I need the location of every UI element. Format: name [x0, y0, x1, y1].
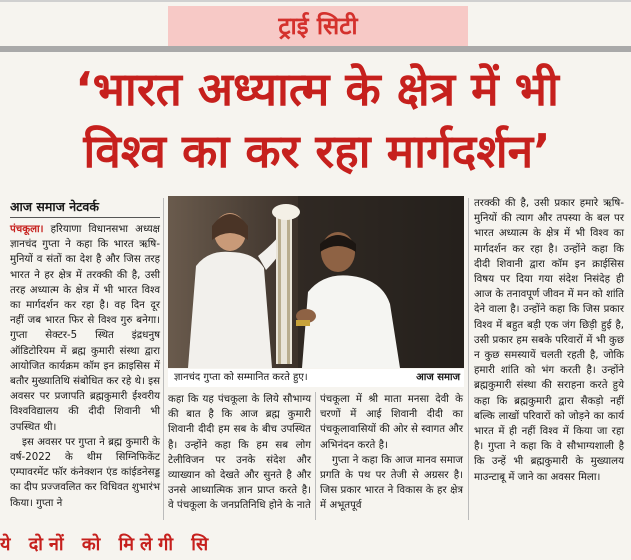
column-separator	[163, 198, 164, 520]
photo-caption: ज्ञानचंद गुप्ता को सम्मानित करते हुए।	[174, 372, 308, 383]
headline-line-1: ‘भारत अध्यात्म के क्षेत्र में भी	[75, 62, 559, 116]
byline: आज समाज नेटवर्क	[10, 199, 99, 214]
article-paragraph-4: पंचकूला में श्री माता मनसा देवी के चरणों में आई शिवानी दीदी का पंचकूलावासियों की ओर से स्वागत और अभिनंदन करते है।	[320, 394, 463, 451]
section-label: ट्राई सिटी	[168, 6, 468, 46]
headline-line-2: विश्व का कर रहा मार्गदर्शन’	[83, 124, 551, 178]
header-rule-bar	[0, 46, 631, 52]
column-separator	[315, 392, 316, 520]
article-paragraph-5: गुप्ता ने कहा कि आज मानव समाज प्रगति के पथ पर तेजी से अग्रसर है। जिस प्रकार भारत ने विकास के हर क्षेत्र में अभूतपूर्व	[320, 454, 463, 512]
dateline: पंचकूला।	[10, 224, 44, 235]
headline	[8, 58, 626, 188]
article-column-3	[320, 392, 463, 522]
byline-rule	[10, 217, 160, 218]
photo-illustration	[168, 196, 464, 368]
top-rule	[0, 0, 631, 2]
article-column-2	[168, 392, 311, 522]
next-headline-fragment: ये दोनों को मिलेगी सि	[0, 534, 215, 555]
article-column-4	[474, 196, 624, 522]
column-separator	[468, 198, 469, 520]
article-paragraph-2: इस अवसर पर गुप्ता ने ब्रह्म कुमारी के वर्ष-2022 के थीम सिग्निफिकेंट एम्पावरमेंट फॉर कंनेक्शन एंड कांईडनेसड्ड का दीप प्रज्जवलित कर विधिवत शुभारंभ किया। गुप्ता ने	[10, 436, 160, 509]
paragraph-text: हरियाणा विधानसभा अध्यक्ष ज्ञानचंद गुप्ता ने कहा कि भारत ऋषि-मुनियों व संतों का देश है और जिस तरह भारत ने हर क्षेत्र में तरक्की की है, उसी तरह अध्यात्म के क्षेत्र में भी भारत विश्व का मार्गदर्शन कर रहा है। वह दिन दूर नहीं जब भारत फिर से विश्व गुरु बनेगा। गुप्ता सेक्टर-5 स्थित इंद्रधनुष ऑडिटोरियम में ब्रह्म कुमारी संस्था द्वारा आयोजित कार्यक्रम कॉम इन क्राइसिस में बतौर मुख्यातिथि संबोधित कर रहे थे। इस अवसर पर प्रजापति ब्रह्मकुमारी ईश्वरीय विश्वविद्यालय की दीदी शिवानी भी उपस्थित थी।	[10, 224, 160, 433]
article-photo	[168, 196, 464, 368]
article-column-1	[10, 222, 160, 522]
article-paragraph-6: तरक्की की है, उसी प्रकार हमारे ऋषि-मुनियों की त्याग और तपस्या के बल पर भारत अध्यात्म के क्षेत्र में भी विश्व का मार्गदर्शन कर रहा है। उन्होंने कहा कि दीदी शिवानी द्वारा कॉम इन क्राईसिस विषय पर दिया गया संदेश निसंदेह ही आज के तनावपूर्ण जीवन में मन को शांति देने वाला है। उन्होंने कहा कि जिस प्रकार विश्व में बहुत बड़ी एक जंग छिड़ी हुई है, उसी प्रकार हम सबके परिवारों में भी कुछ न कुछ समस्यायें चलती रहती है, जोकि हमारी शांति को भंग करती है। उन्होंने ब्रह्मकुमारी संस्था की सराहना करते हुये कहा कि ब्रह्मकुमारी द्वारा सैकड़ो नहीं बल्कि लाखों परिवारों को जोड़ने का कार्य भारत में ही नहीं विश्व में किया जा रहा है। गुप्ता ने कहा कि वे सौभाग्यशाली है कि उन्हें भी ब्रह्मकुमारी के मुख्यालय माउन्टाबू में जाने का अवसर मिला।	[474, 198, 624, 483]
photo-credit: आज समाज	[416, 372, 460, 383]
article-paragraph-1	[10, 222, 160, 435]
photo-caption-bar	[168, 369, 464, 387]
article-paragraph-3: कहा कि यह पंचकूला के लिये सौभाग्य की बात है कि आज ब्रह्म कुमारी शिवानी दीदी हम सब के बीच उपस्थित है। उन्होंने कहा कि हम सब लोग टेलीविजन पर उनके संदेश और व्याख्यान को देखते और सुनते है और उनसे आध्यात्मिक ज्ञान प्राप्त करते है। वे पंचकूला के जनप्रतिनिधि होने के नाते	[168, 394, 311, 512]
